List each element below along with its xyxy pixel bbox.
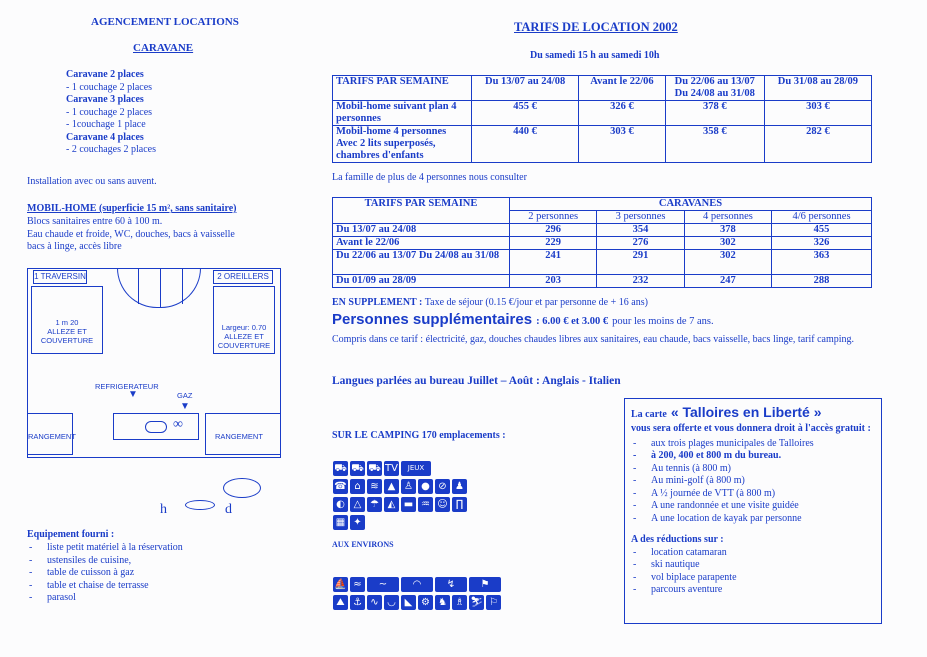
table-row (333, 126, 872, 163)
mobil-line: Eau chaude et froide, WC, douches, bacs à vaisselle (27, 228, 235, 240)
tent-icon: ▲ (384, 479, 399, 494)
compris-text: Compris dans ce tarif : électricité, gaz, douches chaudes libres aux sanitaires, eau chaude, bacs vaisselle, bacs linge, tarif camping. (332, 334, 855, 345)
laundry-icon: ≋ (367, 479, 382, 494)
reduction-item: - parcours aventure (631, 584, 875, 597)
talloires-item: - Au tennis (à 800 m) (631, 463, 875, 476)
row-label: Du 22/06 au 13/07 Du 24/08 au 31/08 (333, 250, 510, 275)
chair-icon: h (160, 502, 167, 517)
table-header: Du 22/06 au 13/07 Du 24/08 au 31/08 (665, 76, 764, 101)
table-header: 3 personnes (597, 211, 684, 224)
price-cell: 302 (684, 250, 771, 275)
reduction-item: - vol biplace parapente (631, 572, 875, 585)
table-header: Du 13/07 au 24/08 (472, 76, 579, 101)
rangement-right-label: RANGEMENT (215, 432, 263, 441)
talloires-intro: vous sera offerte et vous donnera droit à l'accès gratuit : (631, 423, 871, 434)
persons-line (332, 311, 714, 329)
swing-icon: ∏ (452, 497, 467, 512)
talloires-item: - aux trois plages municipales de Talloires (631, 438, 875, 451)
ski-icon: ⛷ (470, 597, 483, 608)
persons-note: pour les moins de 7 ans. (612, 316, 714, 327)
price-cell: 455 € (472, 101, 579, 126)
table-header-row (333, 76, 872, 101)
rangement-left-label: RANGEMENT (28, 432, 76, 441)
bed-right-line: Largeur: 0.70 (221, 323, 267, 332)
person-icon: ♟ (452, 479, 467, 494)
talloires-prefix: La carte (631, 409, 667, 420)
baby-icon: ☺ (435, 497, 450, 512)
agency-title: AGENCEMENT LOCATIONS (91, 16, 239, 28)
pingpong-icon: ◐ (333, 497, 348, 512)
caravan-icon: ⛟ (334, 463, 347, 474)
price-cell: 288 (772, 275, 872, 288)
caravane-price-table (332, 197, 872, 288)
waterski-icon: ≈ (350, 577, 365, 592)
paraglide-icon: ◠ (401, 577, 433, 592)
price-cell: 440 € (472, 126, 579, 163)
equip-item: - ustensiles de cuisine, (27, 555, 267, 568)
camp-icon: △ (350, 497, 365, 512)
frigo-label: REFRIGERATEUR (95, 382, 159, 391)
table-row (333, 237, 872, 250)
price-cell: 241 (510, 250, 597, 275)
price-cell: 363 (772, 250, 872, 275)
equip-item: - parasol (27, 592, 267, 605)
price-cell: 326 € (579, 101, 666, 126)
car-icon: ▬ (401, 497, 416, 512)
mobil-home-title: MOBIL-HOME (superficie 15 m², sans sanitaire) (27, 203, 237, 214)
bed-left-line: ALLEZE ET (47, 327, 87, 336)
caravane-name: Caravane 4 places (66, 131, 144, 143)
row-label: Avant le 22/06 (333, 237, 510, 250)
talloires-list (631, 438, 875, 526)
canoe-icon: ◡ (384, 595, 399, 610)
mobil-home-desc (27, 216, 277, 254)
plan-divider (182, 268, 183, 304)
mobil-line: bacs à linge, accès libre (27, 241, 122, 252)
caravane-name: Caravane 2 places (66, 69, 144, 80)
talloires-item: - Au mini-golf (à 800 m) (631, 475, 875, 488)
plan-divider (160, 268, 161, 308)
table-header: TARIFS PAR SEMAINE (333, 76, 472, 101)
arrow-down-icon: ▼ (180, 401, 190, 412)
table-header: TARIFS PAR SEMAINE (333, 198, 510, 224)
persons-title: Personnes supplémentaires (332, 311, 533, 328)
gaz-label: GAZ (177, 391, 193, 400)
camping-title: SUR LE CAMPING 170 emplacements : (332, 430, 506, 441)
talloires-item: - A une location de kayak par personne (631, 513, 875, 526)
sink-icon (145, 421, 167, 433)
oreillers-label: 2 OREILLERS (213, 270, 273, 284)
price-cell: 358 € (665, 126, 764, 163)
caravane-line: - 1couchage 1 place (66, 119, 146, 130)
supplement-text: Taxe de séjour (0.15 €/jour et par personne de + 16 ans) (424, 297, 648, 308)
table-header: Avant le 22/06 (579, 76, 666, 101)
reduction-item: - ski nautique (631, 559, 875, 572)
parasol-icon (223, 478, 261, 498)
water-icon: ♒ (418, 497, 433, 512)
supplement-line (332, 297, 648, 310)
price-cell: 455 (772, 224, 872, 237)
flag-icon: ⚐ (486, 595, 501, 610)
tarifs-title: TARIFS DE LOCATION 2002 (514, 20, 678, 34)
caravane-list (66, 69, 296, 157)
phone-icon: ☎ (334, 481, 347, 492)
price-cell: 282 € (764, 126, 871, 163)
langues-text: Langues parlées au bureau Juillet – Août : Anglais - Italien (332, 375, 621, 387)
table-header: 2 personnes (510, 211, 597, 224)
price-cell: 354 (597, 224, 684, 237)
table-group-header: CARAVANES (510, 198, 872, 211)
price-cell: 296 (510, 224, 597, 237)
plan-divider (138, 268, 139, 304)
talloires-name: « Talloires en Liberté » (670, 404, 822, 420)
caravane-name: Caravane 3 places (66, 94, 144, 105)
table-icon (185, 500, 215, 510)
floor-plan (25, 268, 283, 530)
bed-right-line: COUVERTURE (217, 341, 271, 350)
table-row (333, 275, 872, 288)
caravane-line: - 1 couchage 2 places (66, 81, 153, 93)
price-cell: 303 € (764, 101, 871, 126)
golf-icon: ⚑ (469, 577, 501, 592)
dog-icon: ✦ (350, 515, 365, 530)
tennis-icon: ⊘ (435, 479, 450, 494)
bed-right-line: ALLEZE ET (224, 332, 264, 341)
price-cell: 378 (684, 224, 771, 237)
grill-icon: ▦ (333, 515, 348, 530)
row-label: Du 13/07 au 24/08 (333, 224, 510, 237)
horse-icon: ♞ (435, 595, 450, 610)
reductions-title: A des réductions sur : (631, 534, 724, 545)
boat-icon: ⚓ (350, 595, 365, 610)
traversin-label: 1 TRAVERSIN (33, 270, 87, 284)
bed-left-line: COUVERTURE (40, 336, 94, 345)
price-cell: 291 (597, 250, 684, 275)
shop-icon: ⌂ (350, 479, 365, 494)
price-cell: 302 (684, 237, 771, 250)
table-row (333, 250, 872, 275)
salle-jeux-icon: JEUX (401, 461, 431, 476)
family-note: La famille de plus de 4 personnes nous consulter (332, 172, 527, 183)
price-cell: 203 (510, 275, 597, 288)
walk-icon: ♙ (401, 479, 416, 494)
reductions-list (631, 547, 875, 597)
volleyball-icon: ● (418, 479, 433, 494)
hike-icon: ♗ (452, 595, 467, 610)
price-cell: 229 (510, 237, 597, 250)
price-cell: 247 (684, 275, 771, 288)
equip-item: - table de cuisson à gaz (27, 567, 267, 580)
equip-title: Equipement fourni : (27, 529, 115, 540)
talloires-box (624, 398, 882, 624)
row-label: Du 01/09 au 28/09 (333, 275, 510, 288)
equip-list (27, 542, 267, 605)
iron-icon: ◭ (384, 497, 399, 512)
sailing-icon: ⛵ (334, 579, 347, 590)
tarifs-subtitle: Du samedi 15 h au samedi 10h (530, 50, 660, 61)
chair-icon: d (225, 502, 232, 517)
table-header: 4 personnes (684, 211, 771, 224)
shoe-icon: ◣ (401, 595, 416, 610)
table-header-row (333, 198, 872, 211)
camping-icons (332, 460, 482, 532)
row-label: Mobil-home 4 personnes Avec 2 lits superposés, chambres d'enfants (333, 126, 472, 163)
talloires-item: - à 200, 400 et 800 m du bureau. (631, 450, 875, 463)
environs-title: AUX ENVIRONS (332, 540, 394, 549)
tv-icon: TV (385, 463, 398, 474)
surf-icon: ∿ (367, 595, 382, 610)
price-cell: 378 € (665, 101, 764, 126)
environs-icons (332, 576, 552, 612)
price-cell: 326 (772, 237, 872, 250)
gas-burner-icon: ∞ (173, 417, 183, 432)
caravan-icon: ⛟ (351, 463, 364, 474)
row-label: Mobil-home suivant plan 4 personnes (333, 101, 472, 126)
price-cell: 276 (597, 237, 684, 250)
bike-icon: ⚙ (418, 595, 433, 610)
arrow-down-icon: ▼ (128, 389, 138, 400)
installation-text: Installation avec ou sans auvent. (27, 176, 157, 187)
bed-left-label (33, 318, 101, 345)
caravan-icon: ⛟ (368, 463, 381, 474)
supplement-label: EN SUPPLEMENT : (332, 297, 423, 308)
table-header: 4/6 personnes (772, 211, 872, 224)
price-cell: 232 (597, 275, 684, 288)
price-cell: 303 € (579, 126, 666, 163)
climb-icon: ⛰ (333, 595, 348, 610)
reduction-item: - location catamaran (631, 547, 875, 560)
mobil-home-price-table (332, 75, 872, 163)
table-header: Du 31/08 au 28/09 (764, 76, 871, 101)
talloires-item: - A une randonnée et une visite guidée (631, 500, 875, 513)
table-row (333, 101, 872, 126)
persons-prices: : 6.00 € et 3.00 € (536, 316, 609, 327)
caravane-line: - 1 couchage 2 places (66, 106, 153, 118)
bed-right-label (213, 323, 275, 350)
equip-item: - liste petit matériel à la réservation (27, 542, 267, 555)
equip-item: - table et chaise de terrasse (27, 580, 267, 593)
bed-left-line: 1 m 20 (55, 318, 79, 327)
talloires-item: - A ½ journée de VTT (à 800 m) (631, 488, 875, 501)
caravane-title: CARAVANE (133, 42, 194, 54)
swim-icon: ~ (367, 577, 399, 592)
fishing-icon: ↯ (435, 577, 467, 592)
table-row (333, 224, 872, 237)
mobil-line: Blocs sanitaires entre 60 à 100 m. (27, 216, 163, 227)
shower-icon: ☂ (367, 497, 382, 512)
caravane-line: - 2 couchages 2 places (66, 144, 156, 155)
